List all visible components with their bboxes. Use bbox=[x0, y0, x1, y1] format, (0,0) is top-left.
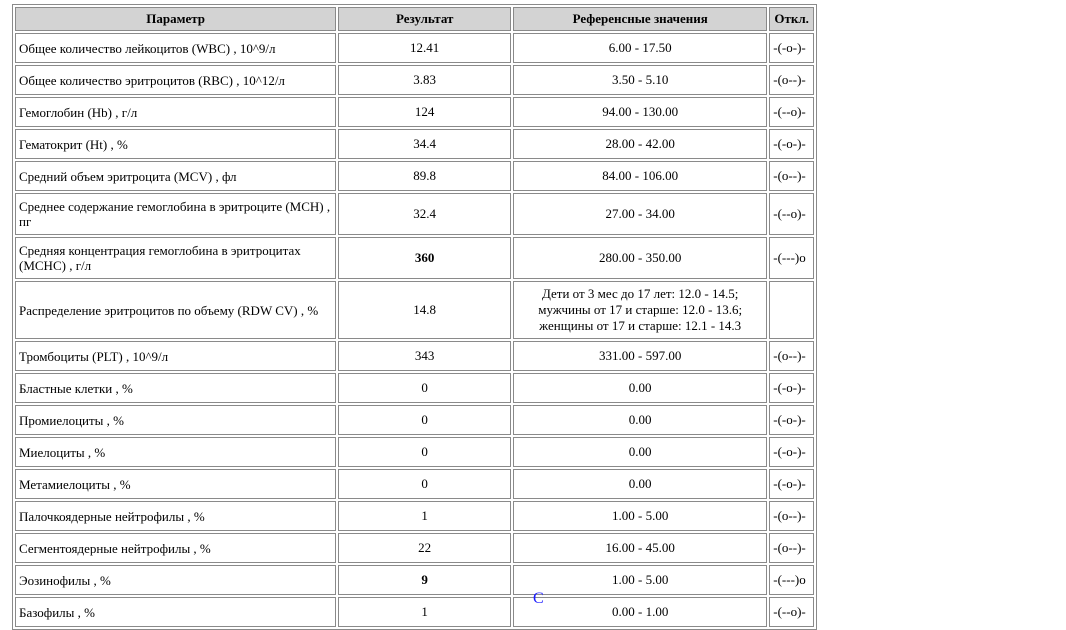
result-cell: 1 bbox=[338, 597, 511, 627]
reference-cell bbox=[513, 405, 767, 435]
parameter-cell: Тромбоциты (PLT) , 10^9/л bbox=[15, 341, 336, 371]
header-parameter: Параметр bbox=[15, 7, 336, 31]
table-row bbox=[15, 341, 814, 371]
reference-line: 280.00 - 350.00 bbox=[599, 250, 682, 265]
reference-line: 3.50 - 5.10 bbox=[612, 72, 669, 87]
deviation-cell: -(--o)- bbox=[769, 193, 814, 235]
reference-line: 0.00 bbox=[628, 380, 652, 395]
reference-cell bbox=[513, 161, 767, 191]
deviation-cell bbox=[769, 281, 814, 339]
parameter-cell: Базофилы , % bbox=[15, 597, 336, 627]
reference-cell bbox=[513, 373, 767, 403]
parameter-cell: Миелоциты , % bbox=[15, 437, 336, 467]
table-row bbox=[15, 193, 814, 235]
parameter-cell: Среднее содержание гемоглобина в эритроците (MCH) , пг bbox=[15, 193, 336, 235]
deviation-cell: -(o--)- bbox=[769, 533, 814, 563]
parameter-cell: Эозинофилы , % bbox=[15, 565, 336, 595]
reference-cell bbox=[513, 97, 767, 127]
parameter-cell: Общее количество лейкоцитов (WBC) , 10^9/л bbox=[15, 33, 336, 63]
reference-cell bbox=[513, 341, 767, 371]
parameter-cell: Гемоглобин (Hb) , г/л bbox=[15, 97, 336, 127]
table-row bbox=[15, 237, 814, 279]
table-row bbox=[15, 373, 814, 403]
header-deviation: Откл. bbox=[769, 7, 814, 31]
table-row bbox=[15, 33, 814, 63]
parameter-cell: Гематокрит (Ht) , % bbox=[15, 129, 336, 159]
result-cell: 9 bbox=[338, 565, 511, 595]
reference-cell bbox=[513, 237, 767, 279]
table-row bbox=[15, 533, 814, 563]
reference-line: Дети от 3 мес до 17 лет: 12.0 - 14.5; bbox=[541, 286, 739, 301]
parameter-cell: Палочкоядерные нейтрофилы , % bbox=[15, 501, 336, 531]
result-cell: 360 bbox=[338, 237, 511, 279]
result-cell: 34.4 bbox=[338, 129, 511, 159]
result-cell: 1 bbox=[338, 501, 511, 531]
deviation-cell: -(-o-)- bbox=[769, 373, 814, 403]
result-cell: 124 bbox=[338, 97, 511, 127]
table-row bbox=[15, 501, 814, 531]
header-reference: Референсные значения bbox=[513, 7, 767, 31]
result-cell: 343 bbox=[338, 341, 511, 371]
table-row bbox=[15, 597, 814, 627]
reference-line: 28.00 - 42.00 bbox=[605, 136, 675, 151]
reference-line: 0.00 bbox=[628, 412, 652, 427]
reference-line: женщины от 17 и старше: 12.1 - 14.3 bbox=[539, 318, 742, 333]
parameter-cell: Средний объем эритроцита (MCV) , фл bbox=[15, 161, 336, 191]
table-row bbox=[15, 65, 814, 95]
reference-line: мужчины от 17 и старше: 12.0 - 13.6; bbox=[538, 302, 743, 317]
deviation-cell: -(---)o bbox=[769, 565, 814, 595]
deviation-cell: -(o--)- bbox=[769, 341, 814, 371]
parameter-cell: Промиелоциты , % bbox=[15, 405, 336, 435]
table-row bbox=[15, 405, 814, 435]
result-cell: 12.41 bbox=[338, 33, 511, 63]
result-cell: 0 bbox=[338, 373, 511, 403]
result-cell: 0 bbox=[338, 405, 511, 435]
reference-line: 6.00 - 17.50 bbox=[608, 40, 672, 55]
reference-cell bbox=[513, 33, 767, 63]
deviation-cell: -(-o-)- bbox=[769, 437, 814, 467]
reference-line: 16.00 - 45.00 bbox=[605, 540, 675, 555]
deviation-cell: -(--o)- bbox=[769, 597, 814, 627]
parameter-cell: Бластные клетки , % bbox=[15, 373, 336, 403]
table-row bbox=[15, 565, 814, 595]
reference-cell bbox=[513, 565, 767, 595]
reference-cell bbox=[513, 437, 767, 467]
result-cell: 3.83 bbox=[338, 65, 511, 95]
result-cell: 14.8 bbox=[338, 281, 511, 339]
result-cell: 0 bbox=[338, 469, 511, 499]
parameter-cell: Средняя концентрация гемоглобина в эритроцитах (MCHC) , г/л bbox=[15, 237, 336, 279]
table-header-row bbox=[15, 7, 814, 31]
reference-cell bbox=[513, 281, 767, 339]
deviation-cell: -(o--)- bbox=[769, 161, 814, 191]
result-cell: 32.4 bbox=[338, 193, 511, 235]
reference-cell bbox=[513, 129, 767, 159]
reference-line: 0.00 - 1.00 bbox=[612, 604, 669, 619]
reference-cell bbox=[513, 597, 767, 627]
deviation-cell: -(o--)- bbox=[769, 65, 814, 95]
table-row bbox=[15, 97, 814, 127]
reference-line: 331.00 - 597.00 bbox=[599, 348, 682, 363]
deviation-cell: -(-o-)- bbox=[769, 33, 814, 63]
reference-line: 0.00 bbox=[628, 476, 652, 491]
header-result: Результат bbox=[338, 7, 511, 31]
table-row bbox=[15, 469, 814, 499]
table-row bbox=[15, 161, 814, 191]
reference-line: 1.00 - 5.00 bbox=[612, 508, 669, 523]
reference-line: 94.00 - 130.00 bbox=[602, 104, 679, 119]
footer-link[interactable]: С bbox=[533, 590, 544, 607]
parameter-cell: Общее количество эритроцитов (RBC) , 10^12/л bbox=[15, 65, 336, 95]
parameter-cell: Метамиелоциты , % bbox=[15, 469, 336, 499]
results-table bbox=[12, 4, 817, 630]
result-cell: 89.8 bbox=[338, 161, 511, 191]
table-body bbox=[15, 33, 814, 627]
reference-cell bbox=[513, 65, 767, 95]
deviation-cell: -(-o-)- bbox=[769, 469, 814, 499]
parameter-cell: Распределение эритроцитов по объему (RDW CV) , % bbox=[15, 281, 336, 339]
parameter-cell: Сегментоядерные нейтрофилы , % bbox=[15, 533, 336, 563]
result-cell: 22 bbox=[338, 533, 511, 563]
result-cell: 0 bbox=[338, 437, 511, 467]
deviation-cell: -(-o-)- bbox=[769, 129, 814, 159]
reference-line: 27.00 - 34.00 bbox=[605, 206, 675, 221]
deviation-cell: -(---)o bbox=[769, 237, 814, 279]
reference-cell bbox=[513, 501, 767, 531]
deviation-cell: -(o--)- bbox=[769, 501, 814, 531]
reference-cell bbox=[513, 533, 767, 563]
table-row bbox=[15, 129, 814, 159]
reference-line: 0.00 bbox=[628, 444, 652, 459]
table-row bbox=[15, 437, 814, 467]
reference-line: 1.00 - 5.00 bbox=[612, 572, 669, 587]
reference-line: 84.00 - 106.00 bbox=[602, 168, 679, 183]
deviation-cell: -(-o-)- bbox=[769, 405, 814, 435]
table-row bbox=[15, 281, 814, 339]
deviation-cell: -(--o)- bbox=[769, 97, 814, 127]
reference-cell bbox=[513, 193, 767, 235]
reference-cell bbox=[513, 469, 767, 499]
